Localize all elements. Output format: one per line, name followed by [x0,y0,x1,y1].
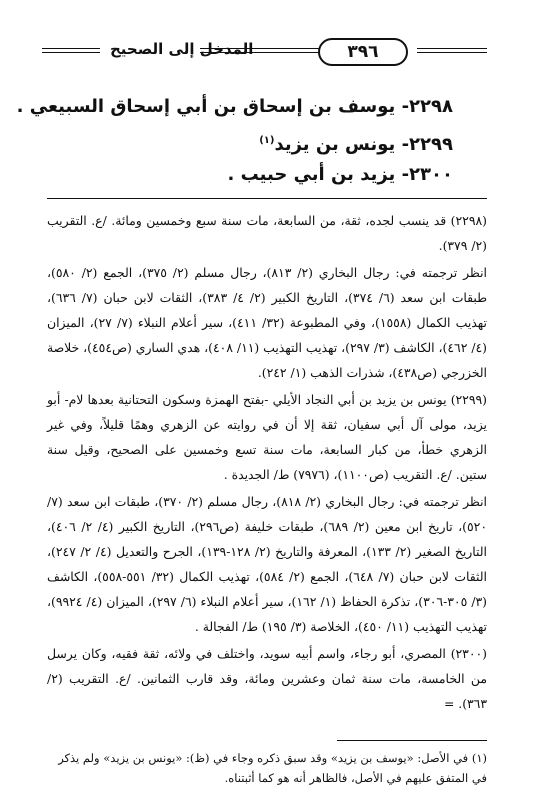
note-2300: (٢٣٠٠) المصري، أبو رجاء، واسم أبيه سويد، واختلف في ولائه، ثقة فقيه، وكان يرسل من الخامسة، مات سنة ثمان وعشرين ومائة، وقد قارب الثمانين. /ع. التقريب (٢/ ٣٦٣). = [47,646,487,711]
entries-list [16,90,453,192]
page-number: ٣٩٦ [318,38,408,66]
note-2299-sources: انظر ترجمته في: رجال البخاري (٢/ ٨١٨)، رجال مسلم (٢/ ٣٧٠)، طبقات ابن سعد (٧/ ٥٢٠)، تاريخ ابن معين (٢/ ٦٨٩)، طبقات خليفة (ص٢٩٦)، التاريخ الكبير (٤/ ٢/ ٤٠٦)، التاريخ الصغير (٢/ ١٣٣)، المعرفة والتاريخ (٢/ ١٢٨-١٣٩)، الجرح والتعديل (٤/ ٢/ ٢٤٧)، الثقات لابن حبان (٧/ ٦٤٨)، الجمع (٢/ ٥٨٤)، تهذيب الكمال (٣٢/ ٥٥١-٥٥٨)، الكاشف (٣/ ٣٠٥-٣٠٦)، تذكرة الحفاظ (١/ ١٦٢)، سير أعلام النبلاء (٦/ ٢٩٧)، الميزان (٤/ ٩٩٢٤)، تهذيب التهذيب (١١/ ٤٥٠)، الخلاصة (٣/ ١٩٥) ط/ الفجالة . [47,494,487,634]
header-rule-right [417,48,487,53]
entry-2299-text: ٢٢٩٩- يونس بن يزيد [274,134,453,155]
running-title: المدخل إلى الصحيح [110,40,254,58]
footnote: (١) في الأصل: «يوسف بن يزيد» وقد سبق ذكره وجاء في (ظ): «يونس بن يزيد» ولم يذكر في المتفق عليهم في الأصل، فالظاهر أنه هو كما أثبتناه. [58,751,487,785]
notes-separator [47,198,487,199]
note-2299: (٢٢٩٩) يونس بن يزيد بن أبي النجاد الأيلي -بفتح الهمزة وسكون التحتانية بعدها لام- أبو يزيد، مولى آل أبي سفيان، ثقة إلا أن في روايته عن الزهري وهمًا قليلاً، وفي غير الزهري خطأ، من كبار السابعة، مات سنة تسع وخمسين على الصحيح، وقيل سنة ستين. /ع. التقريب (ص١١٠٠)، (٧٩٧٦) ط/ الجديدة . [47,392,487,482]
note-2298: (٢٢٩٨) قد ينسب لجده، ثقة، من السابعة، مات سنة سبع وخمسين ومائة. /ع. التقريب (٢/ ٣٧٩). [47,213,487,253]
footnote-separator [337,740,487,741]
header-rule-left [42,48,100,53]
header-rule-middle [200,48,320,53]
note-2298-sources: انظر ترجمته في: رجال البخاري (٢/ ٨١٣)، رجال مسلم (٢/ ٣٧٥)، الجمع (٢/ ٥٨٠)، طبقات ابن سعد (٦/ ٣٧٤)، التاريخ الكبير (٢/ ٤/ ٣٨٣)، الثقات لابن حبان (٧/ ٦٣٦)، تهذيب الكمال (١٥٥٨)، وفي المطبوعة (٣٢/ ٤١١)، سير أعلام النبلاء (٧/ ٢٧)، الميزان (٤/ ٤٦٢)، الكاشف (٣/ ٢٩٧)، تهذيب التهذيب (١١/ ٤٠٨)، هدي الساري (ص٤٥٤)، خلاصة الخزرجي (ص٤٣٨)، شذرات الذهب (١/ ٢٤٢). [47,265,487,380]
entry-2298: ٢٢٩٨- يوسف بن إسحاق بن أبي إسحاق السبيعي . [16,96,453,117]
notes-section [47,208,487,718]
footnote-marker: (١) [259,135,275,146]
entry-2299 [53,124,453,158]
entry-2300: ٢٣٠٠- يزيد بن أبي حبيب . [227,164,453,185]
